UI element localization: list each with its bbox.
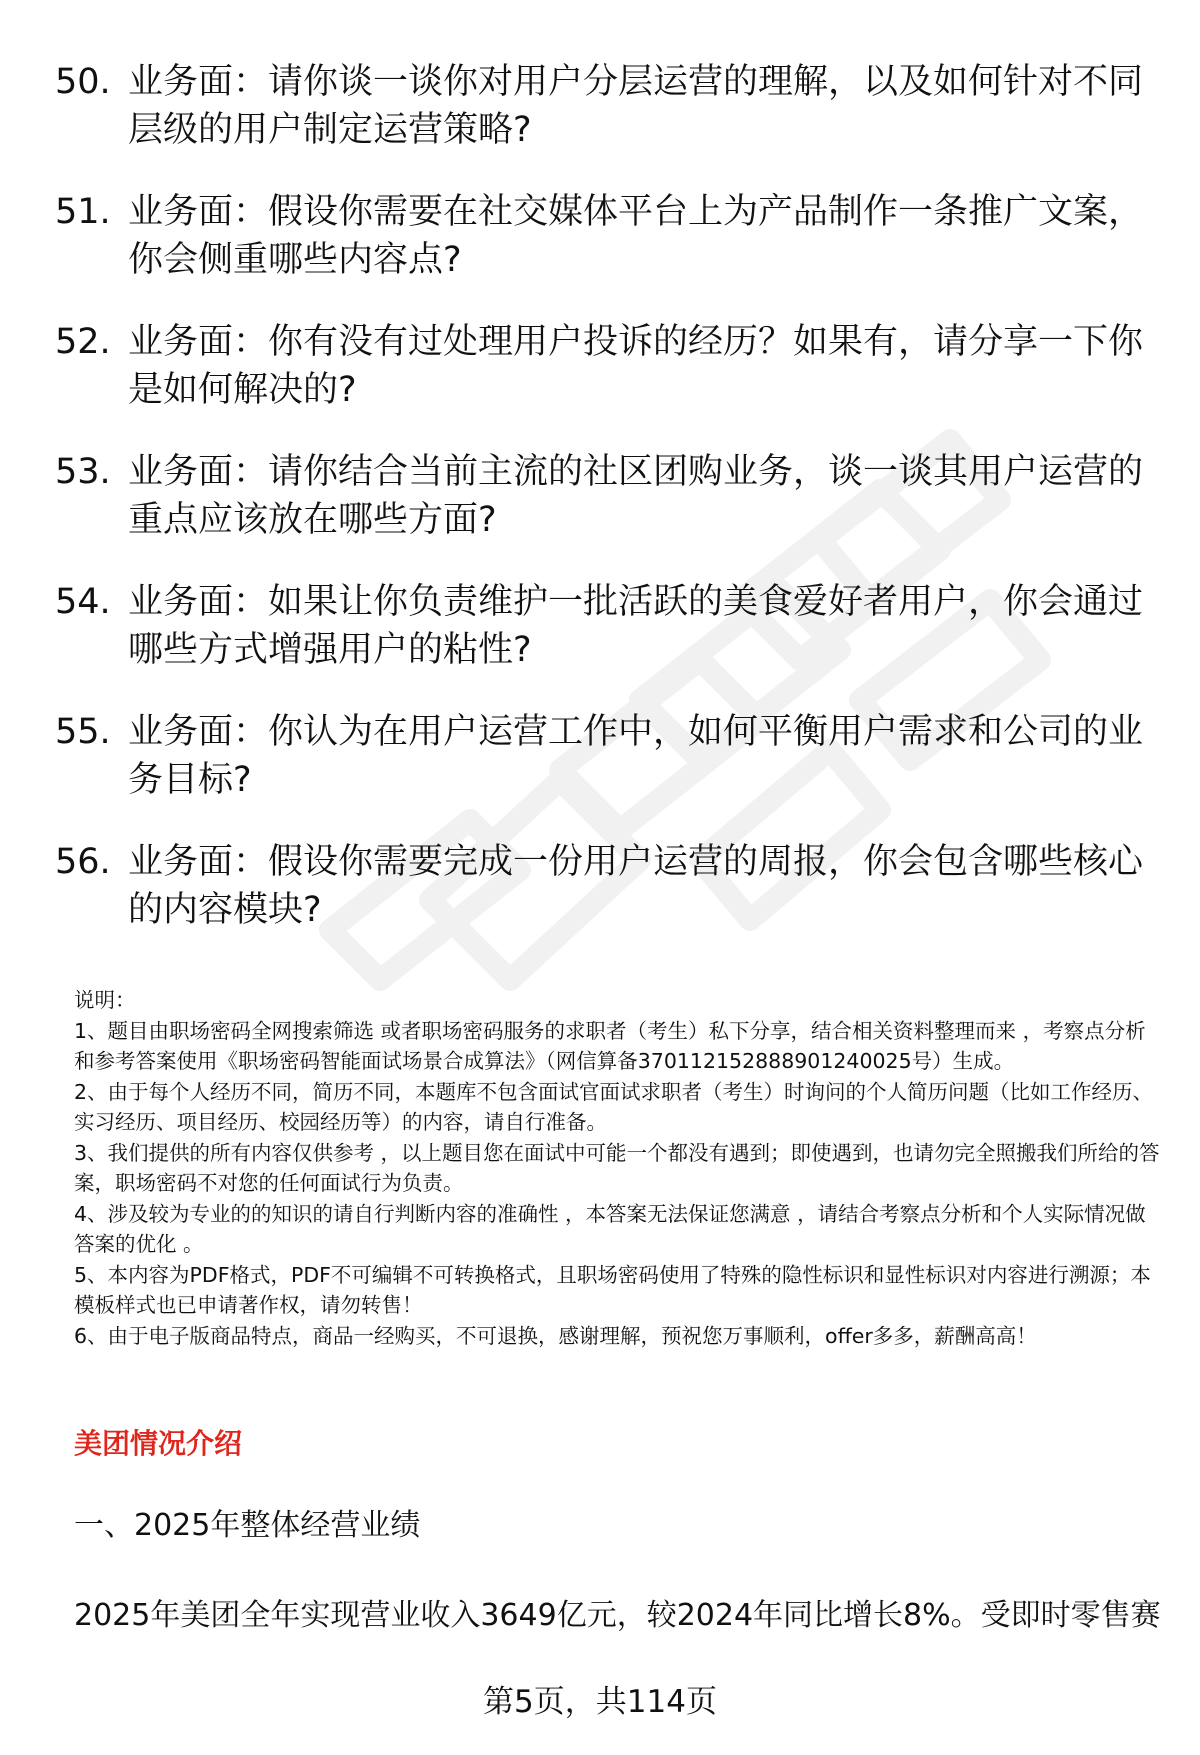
question-number: 55.: [55, 712, 111, 752]
question-text: 业务面：如果让你负责维护一批活跃的美食爱好者用户，你会通过哪些方式增强用户的粘性?: [128, 582, 1144, 670]
question-number: 56.: [55, 842, 111, 882]
note-item: 4、涉及较为专业的的知识的请自行判断内容的准确性 ，本答案无法保证您满意 ，请结合考察点分析和个人实际情况做答案的优化 。: [74, 1201, 1146, 1256]
note-item: 3、我们提供的所有内容仅供参考 ，以上题目您在面试中可能一个都没有遇到；即使遇到，也请勿完全照搬我们所给的答案，职场密码不对您的任何面试行为负责。: [74, 1140, 1160, 1195]
note-item: 6、由于电子版商品特点，商品一经购买，不可退换，感谢理解，预祝您万事顺利，offer多多，薪酬高高！: [74, 1323, 1037, 1348]
notes-block: [74, 985, 1164, 1351]
question-text: 业务面：假设你需要完成一份用户运营的周报，你会包含哪些核心的内容模块?: [128, 842, 1144, 930]
question-item: [55, 318, 1150, 414]
question-item: [55, 578, 1150, 674]
question-number: 53.: [55, 452, 111, 492]
question-text: 业务面：假设你需要在社交媒体平台上为产品制作一条推广文案，你会侧重哪些内容点?: [128, 192, 1144, 280]
question-text: 业务面：请你谈一谈你对用户分层运营的理解，以及如何针对不同层级的用户制定运营策略?: [128, 62, 1144, 150]
question-item: [55, 838, 1150, 934]
question-text: 业务面：请你结合当前主流的社区团购业务，谈一谈其用户运营的重点应该放在哪些方面?: [128, 452, 1144, 540]
page-number: 第5页，共114页: [483, 1684, 717, 1720]
notes-heading: 说明：: [74, 988, 136, 1012]
question-text: 业务面：你有没有过处理用户投诉的经历？如果有，请分享一下你是如何解决的?: [128, 322, 1144, 410]
question-number: 52.: [55, 322, 111, 362]
question-item: [55, 188, 1150, 284]
question-item: [55, 708, 1150, 804]
section-paragraph: 2025年美团全年实现营业收入3649亿元，较2024年同比增长8%。受即时零售赛: [74, 1598, 1161, 1633]
question-list: [55, 58, 1150, 968]
note-item: 5、本内容为PDF格式，PDF不可编辑不可转换格式，且职场密码使用了特殊的隐性标识和显性标识对内容进行溯源；本模板样式也已申请著作权，请勿转售！: [74, 1262, 1151, 1317]
question-item: [55, 448, 1150, 544]
question-number: 54.: [55, 582, 111, 622]
note-item: 2、由于每个人经历不同，简历不同，本题库不包含面试官面试求职者（考生）时询问的个人简历问题（比如工作经历、实习经历、项目经历、校园经历等）的内容，请自行准备。: [74, 1079, 1154, 1134]
question-item: [55, 58, 1150, 154]
question-text: 业务面：你认为在用户运营工作中，如何平衡用户需求和公司的业务目标?: [128, 712, 1144, 800]
question-number: 51.: [55, 192, 111, 232]
section-title: 美团情况介绍: [74, 1427, 243, 1460]
note-item: 1、题目由职场密码全网搜索筛选 或者职场密码服务的求职者（考生）私下分享，结合相关资料整理而来 ，考察点分析和参考答案使用《职场密码智能面试场景合成算法》（网信算备370112152888901240025号）生成。: [74, 1018, 1146, 1073]
section-subheading: 一、2025年整体经营业绩: [74, 1508, 421, 1543]
question-number: 50.: [55, 62, 111, 102]
